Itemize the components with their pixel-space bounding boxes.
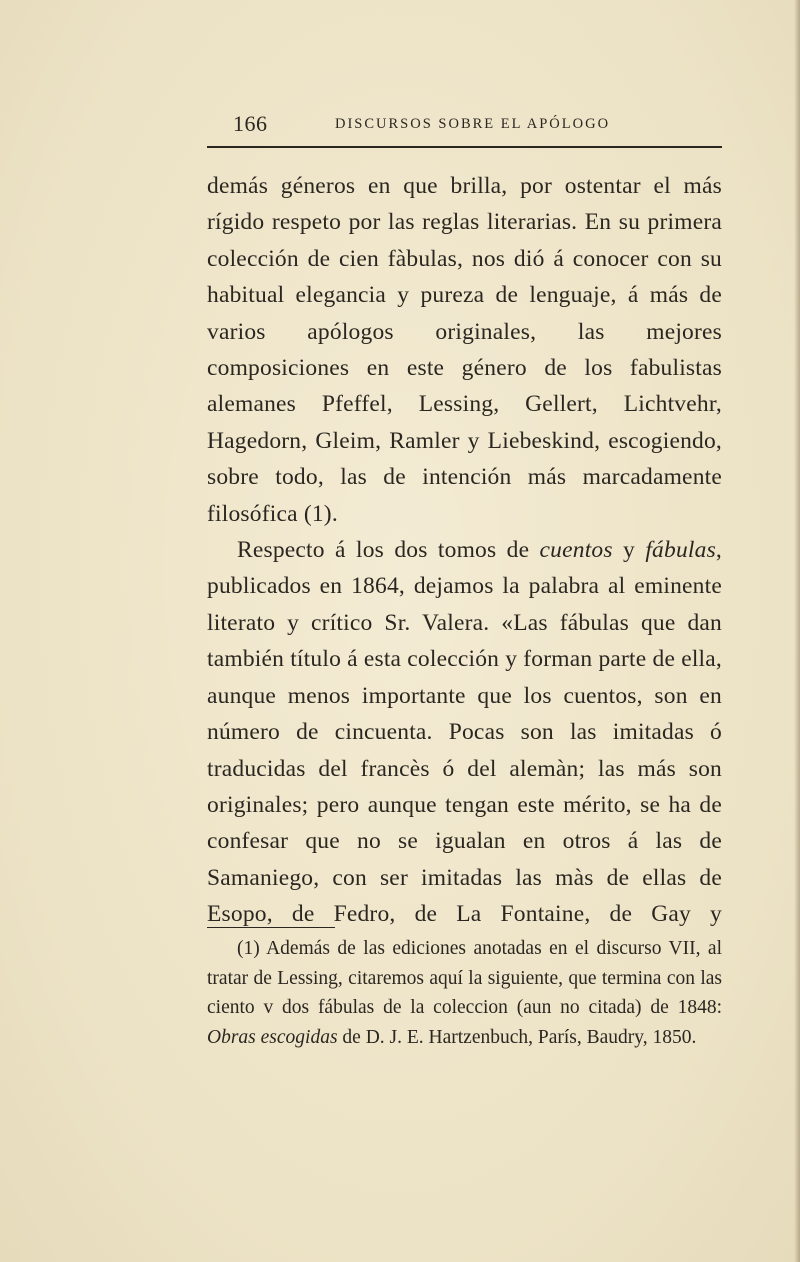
page-number: 166 [233,111,268,136]
paragraph-2 [207,532,722,932]
running-head: DISCURSOS SOBRE EL APÓLOGO [335,116,611,132]
italic-fabulas: fábulas [645,537,716,564]
footnote-part-a: (1) Además de las ediciones anotadas en el discurso VII, al tratar de Lessing, citaremos aquí la siguiente, que termina con las ciento v dos fábulas de la coleccion (aun no citada) de 1848: [207,938,722,1018]
footnote-italic-title: Obras escogidas [207,1026,338,1048]
body-text [207,168,722,933]
paragraph-1: demás géneros en que brilla, por ostentar el más rígido respeto por las reglas literarias. En su primera colección de cien fàbulas, nos dió á conocer con su habitual elegancia y pureza de lenguaje, á más de varios apólogos originales, las mejores composiciones en este género de los fabulistas alemanes Pfeffel, Lessing, Gellert, Lichtvehr, Hagedorn, Gleim, Ramler y Liebeskind, escogiendo, sobre todo, las de intención más marcadamente filosófica (1). [207,173,722,527]
footnote-rule [207,927,335,928]
footnote [207,934,722,1052]
footnote-part-b: de D. J. E. Hartzenbuch, París, Baudry, 1850. [337,1026,697,1048]
paragraph-2-part-c: , publicados en 1864, dejamos la palabra al eminente literato y crítico Sr. Valera. «Las fábulas que dan también título á esta colección y forman parte de ella, aunque menos importante que los cuentos, son en número de cincuenta. Pocas son las imitadas ó traducidas del francès ó del alemàn; las más son originales; pero aunque tengan este mérito, se ha de confesar que no se igualan en otros á las de Samaniego, con ser imitadas las màs de ellas de Esopo, de Fedro, de La Fontaine, de Gay y [207,537,722,928]
paragraph-2-part-a: Respecto á los dos tomos de [237,537,540,564]
page-edge-shadow [794,0,800,1262]
header-rule [207,146,722,148]
paragraph-2-part-b: y [612,537,646,564]
page-header [207,111,727,139]
italic-cuentos: cuentos [539,537,613,564]
footnote-paragraph [207,934,722,1052]
